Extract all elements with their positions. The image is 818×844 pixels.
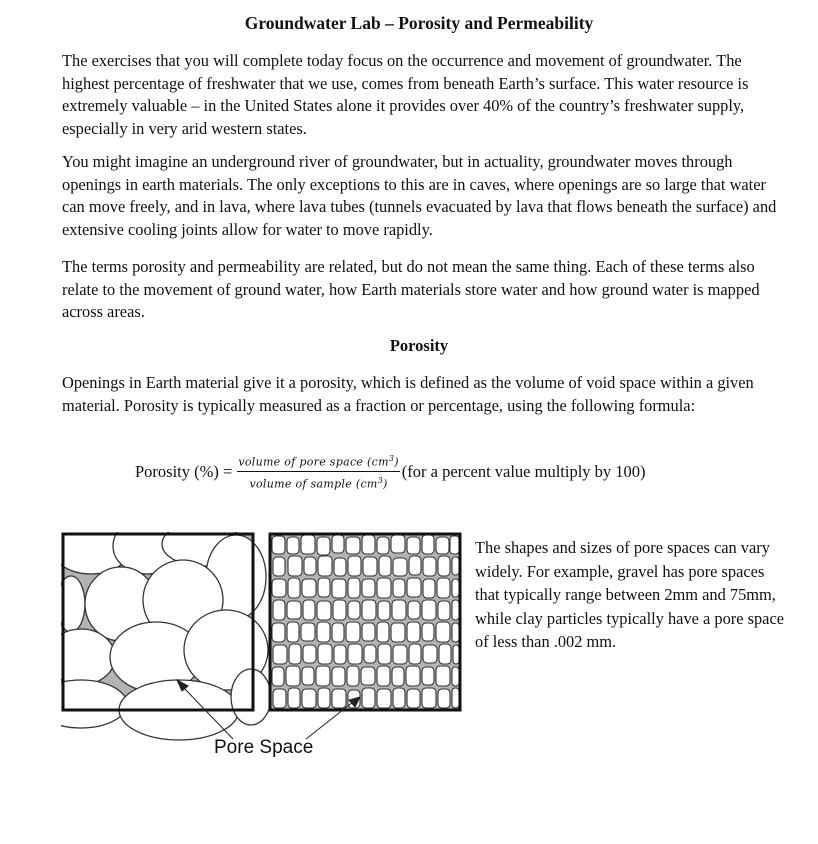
pore-space-label: Pore Space — [214, 737, 314, 758]
denominator-close: ) — [383, 477, 388, 491]
denominator-text: volume of sample (cm — [249, 477, 378, 491]
paragraph-porosity-definition: Openings in Earth material give it a porosity, which is defined as the volume of void space within a given material. Porosity is typically measured as a fraction or percentage, using the following formula: — [62, 373, 754, 415]
paragraph-groundwater-movement: You might imagine an underground river of groundwater, but in actuality, groundwater moves through openings in earth materials. The only exceptions to this are in caves, where openings are so large that water can move freely, and in lava, where lava tubes (tunnels evacuated by lava that flows beneath the surface) and extensive cooling joints allow for water to move rapidly. — [62, 152, 777, 239]
formula-lhs: Porosity (%) = — [135, 462, 233, 481]
paragraph-intro: The exercises that you will complete today focus on the occurrence and movement of groundwater. The highest percentage of freshwater that we use, comes from beneath Earth’s surface. This water resource is extremely valuable – in the United States alone it provides over 40% of the country’s freshwater supply, especially in very arid western states. — [62, 51, 749, 138]
porosity-formula — [135, 452, 646, 492]
numerator-close: ) — [394, 456, 399, 469]
formula-note: (for a percent value multiply by 100) — [401, 462, 646, 481]
page-title: Groundwater Lab – Porosity and Permeability — [244, 13, 594, 33]
numerator-exponent: 3 — [388, 454, 395, 464]
numerator-text: volume of pore space (cm — [238, 456, 389, 469]
formula-fraction — [237, 452, 399, 491]
paragraph-terms: The terms porosity and permeability are related, but do not mean the same thing. Each of these terms also relate to the movement of ground water, how Earth materials store water and how ground water is mapped across areas. — [62, 257, 760, 321]
fine-grain-panel — [270, 534, 460, 710]
pore-space-figure — [61, 532, 464, 767]
formula-denominator — [248, 472, 388, 492]
pore-size-description: The shapes and sizes of pore spaces can vary widely. For example, gravel has pore spaces that typically range between 2mm and 75mm, while clay particles typically have a pore space of less than .002 mm. — [475, 538, 785, 651]
section-heading-porosity: Porosity — [389, 336, 449, 355]
coarse-grain-panel — [61, 532, 271, 740]
denominator-exponent: 3 — [377, 476, 384, 485]
formula-numerator — [237, 452, 399, 472]
